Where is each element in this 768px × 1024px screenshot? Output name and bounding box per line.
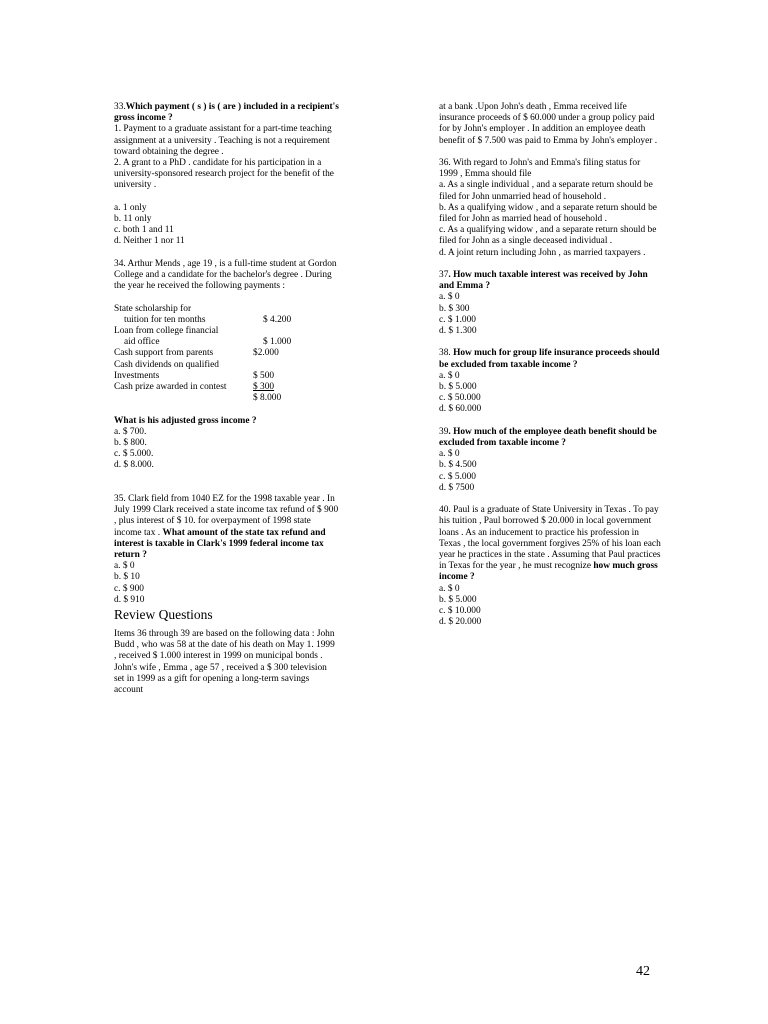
page-number: 42 [636,964,650,979]
q34-intro: 34. Arthur Mends , age 19 , is a full-time student at Gordon College and a candidate for the bachelor's degree . During the year he received the following payments : [114,258,337,292]
q39-option-b: b. $ 4.500 [439,460,477,471]
table-row-total: $ 8.000 [253,393,282,404]
q33-option-b: b. 11 only [114,214,152,225]
q39-option-a: a. $ 0 [439,449,460,460]
right-column [439,102,661,628]
table-row: tuition for ten months $ 4.200 [124,314,292,325]
q34-payments-table [114,304,294,405]
table-row: State scholarship for [114,303,192,314]
q36-option-a: a. As a single individual , and a separate return should be filed for John unmarried head of household . [439,180,653,202]
q33-item-2: 2. A grant to a PhD . candidate for his participation in a university-sponsored research project for the benefit of the university . [114,158,334,191]
q38-question: 38. How much for group life insurance proceeds should be excluded from taxable income ? [439,348,660,370]
q33-option-d: d. Neither 1 nor 11 [114,236,185,247]
q40-option-b: b. $ 5.000 [439,594,477,605]
q38-option-b: b. $ 5.000 [439,382,477,393]
q40-option-c: c. $ 10.000 [439,606,481,617]
table-row: Cash dividends on qualified [114,359,219,370]
q36-text: 36. With regard to John's and Emma's filing status for 1999 , Emma should file [439,158,641,180]
q36-option-c: c. As a qualifying widow , and a separate return should be filed for John as a single deceased individual . [439,225,657,247]
q33-option-a: a. 1 only [114,202,147,213]
q34-option-c: c. $ 5.000. [114,449,154,460]
q40-option-a: a. $ 0 [439,583,460,594]
q34-option-a: a. $ 700. [114,426,147,437]
q36-option-d: d. A joint return including John , as married taxpayers . [439,247,646,258]
review-questions-heading: Review Questions [114,607,213,623]
q33-item-1: 1. Payment to a graduate assistant for a part-time teaching assignment at a university . Teaching is not a requirement toward obtaining the degree . [114,124,332,157]
review-intro: Items 36 through 39 are based on the following data : John Budd , who was 58 at the date of his death on May 1. 1999 , received $ 1.000 interest in 1999 on municipal bonds . John's wife , Emma , age 57 , received a $ 300 television set in 1999 as a gift for opening a long-term savings account [114,629,335,696]
table-row: Cash support from parents $2.000 [114,348,279,359]
table-row: Cash prize awarded in contest $ 300 [114,382,275,393]
q37-question: 37. How much taxable interest was received by John and Emma ? [439,270,648,292]
q39-question: 39. How much of the employee death benefit should be excluded from taxable income ? [439,426,657,449]
q37-option-a: a. $ 0 [439,292,460,303]
q33-question: 33.Which payment ( s ) is ( are ) included in a recipient's gross income ? [114,102,339,124]
q35-option-c: c. $ 900 [114,583,144,594]
q38-option-c: c. $ 50.000 [439,393,481,404]
q34-question: What is his adjusted gross income ? [114,415,257,426]
q35-option-a: a. $ 0 [114,561,135,572]
q35-text: 35. Clark field from 1040 EZ for the 1998 taxable year . In July 1999 Clark received a state income tax refund of $ 900 , plus interest of $ 10. for overpayment of 1998 state income tax . What amount of the state tax refund and interest is taxable in Clark's 1999 federal income tax return ? [114,494,339,561]
q35-option-b: b. $ 10 [114,572,140,583]
q33-option-c: c. both 1 and 11 [114,225,174,236]
q39-option-d: d. $ 7500 [439,482,475,493]
q34-option-d: d. $ 8.000. [114,460,154,471]
table-row: aid office $ 1.000 [124,337,292,348]
q37-option-c: c. $ 1.000 [439,314,476,325]
q34-option-b: b. $ 800. [114,438,147,449]
q40-text: 40. Paul is a graduate of State University in Texas . To pay his tuition , Paul borrowed $ 20.000 in local government loans . As an inducement to practice his profession in Texas , the local government forgives 25% of his loan each year he practices in the state . Assuming that Paul practices in Texas for the year , he must recognize how much gross income ? [439,505,661,583]
left-column [114,102,339,696]
q40-option-d: d. $ 20.000 [439,617,482,628]
table-row: Investments $ 500 [114,370,275,381]
q35-option-d: d. $ 910 [114,594,145,605]
q36-option-b: b. As a qualifying widow , and a separate return should be filed for John as married head of household . [439,202,657,225]
q37-option-d: d. $ 1.300 [439,326,477,337]
q38-option-d: d. $ 60.000 [439,404,482,415]
q37-option-b: b. $ 300 [439,303,470,314]
review-continued: at a bank .Upon John's death , Emma received life insurance proceeds of $ 60.000 under a group policy paid for by John's employer . In addition an employee death benefit of $ 7.500 was paid to Emma by John's employer . [439,102,658,146]
table-row: Loan from college financial [114,326,219,337]
q38-option-a: a. $ 0 [439,370,460,381]
q39-option-c: c. $ 5.000 [439,471,476,482]
